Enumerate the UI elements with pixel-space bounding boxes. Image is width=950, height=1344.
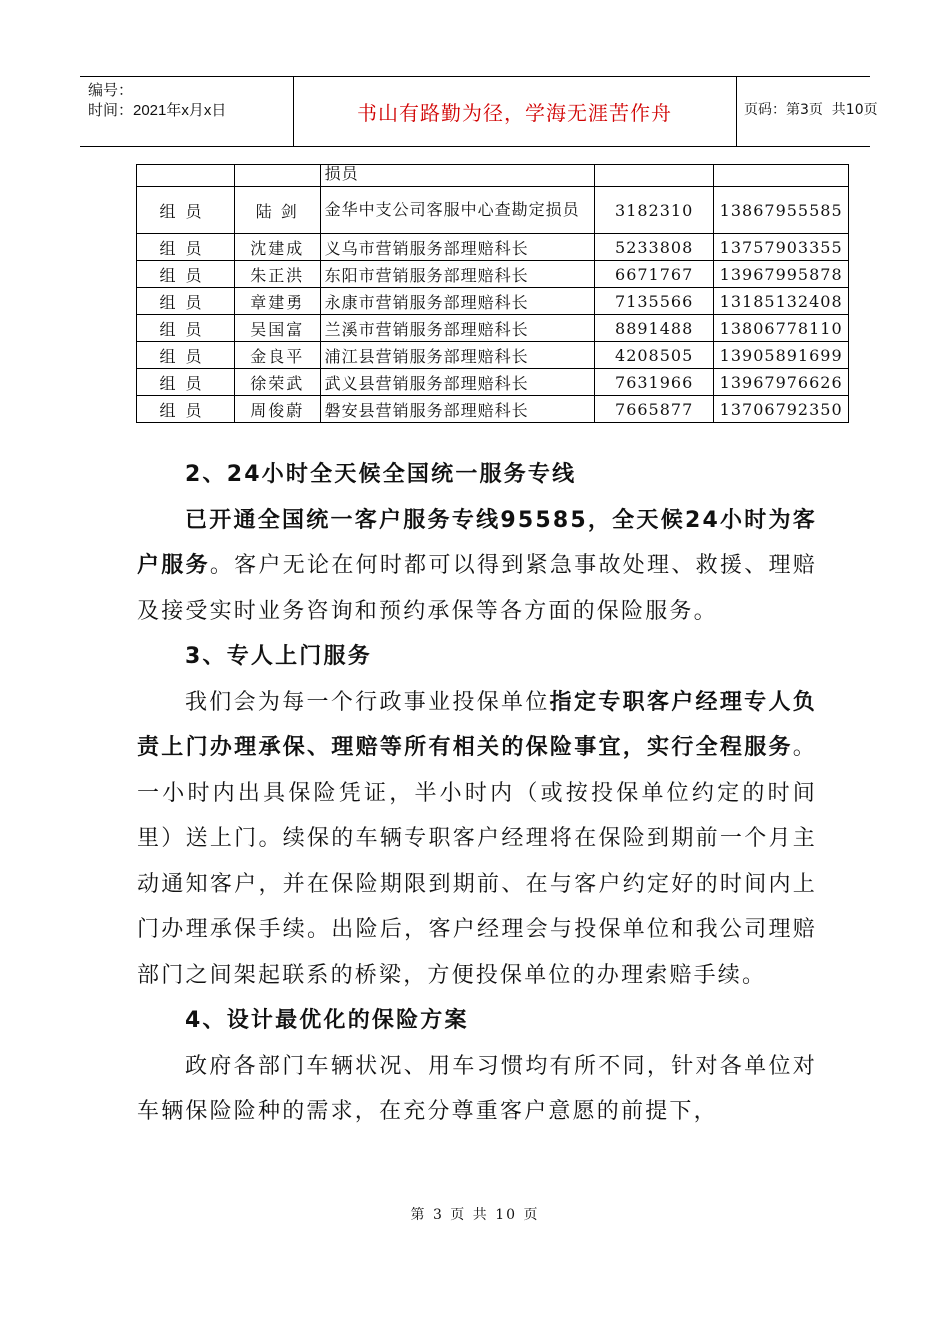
- cell-name: 朱正洪: [234, 261, 320, 288]
- cell-role: [137, 165, 235, 187]
- section-heading-door-service: 3、专人上门服务: [185, 644, 372, 669]
- document-body: [137, 452, 817, 1135]
- table-row: [137, 234, 849, 261]
- cell-position: 金华中支公司客服中心查勘定损员: [320, 187, 594, 234]
- cell-position: 武义县营销服务部理赔科长: [320, 369, 594, 396]
- table-row: [137, 342, 849, 369]
- cell-name: 金良平: [234, 342, 320, 369]
- cell-telephone: 3182310: [594, 187, 713, 234]
- cell-position: 浦江县营销服务部理赔科长: [320, 342, 594, 369]
- cell-mobile: 13706792350: [714, 396, 849, 423]
- cell-role: 组员: [137, 342, 235, 369]
- cell-name: [234, 165, 320, 187]
- table-row: [137, 369, 849, 396]
- cell-mobile: 13905891699: [714, 342, 849, 369]
- cell-role: 组员: [137, 261, 235, 288]
- paragraph-door-service-bold: 指定专职客户经理专人负责上门办理承保、理赔等所有相关的保险事宜，实行全程服务: [137, 689, 817, 760]
- cell-role: 组员: [137, 369, 235, 396]
- cell-name: 徐荣武: [234, 369, 320, 396]
- cell-telephone: 8891488: [594, 315, 713, 342]
- cell-name: 周俊蔚: [234, 396, 320, 423]
- cell-role: 组员: [137, 315, 235, 342]
- cell-position: 磐安县营销服务部理赔科长: [320, 396, 594, 423]
- cell-mobile: 13185132408: [714, 288, 849, 315]
- section-heading-hotline: 2、24小时全天候全国统一服务专线: [185, 462, 577, 487]
- table-row: [137, 187, 849, 234]
- cell-name: 吴国富: [234, 315, 320, 342]
- document-number-label: 编号：: [88, 82, 134, 99]
- cell-mobile: 13806778110: [714, 315, 849, 342]
- document-time-label: 时间：2021年x月x日: [88, 102, 227, 119]
- table-row: [137, 288, 849, 315]
- cell-mobile: 13867955585: [714, 187, 849, 234]
- cell-name: 沈建成: [234, 234, 320, 261]
- cell-telephone: 6671767: [594, 261, 713, 288]
- cell-mobile: 13967995878: [714, 261, 849, 288]
- paragraph-door-service: [137, 680, 817, 999]
- table-row: [137, 315, 849, 342]
- table-row: [137, 165, 849, 187]
- page-header: [80, 76, 878, 147]
- cell-telephone: 7135566: [594, 288, 713, 315]
- page-footer: 第 3 页 共 10 页: [410, 1207, 540, 1223]
- cell-role: 组员: [137, 396, 235, 423]
- table-row: [137, 396, 849, 423]
- cell-position: 东阳市营销服务部理赔科长: [320, 261, 594, 288]
- cell-mobile: [714, 165, 849, 187]
- paragraph-hotline-bold: 已开通全国统一客户服务专线95585，全天候24小时为客户服务: [137, 507, 817, 578]
- cell-role: 组员: [137, 234, 235, 261]
- cell-position: 损员: [320, 165, 594, 187]
- cell-role: 组员: [137, 288, 235, 315]
- header-motto: 书山有路勤为径，学海无涯苦作舟: [357, 101, 672, 125]
- header-divider: [736, 77, 737, 146]
- cell-telephone: 5233808: [594, 234, 713, 261]
- claims-contact-table: [136, 164, 849, 423]
- table-body: [137, 165, 849, 423]
- paragraph-hotline-text: 。客户无论在何时都可以得到紧急事故处理、救援、理赔及接受实时业务咨询和预约承保等各方面的保险服务。: [137, 553, 817, 624]
- header-meta: [88, 81, 293, 143]
- cell-mobile: 13967976626: [714, 369, 849, 396]
- paragraph-door-service-lead: 我们会为每一个行政事业投保单位: [185, 689, 550, 715]
- cell-position: 兰溪市营销服务部理赔科长: [320, 315, 594, 342]
- cell-role: 组员: [137, 187, 235, 234]
- cell-name: 陆 剑: [234, 187, 320, 234]
- cell-position: 义乌市营销服务部理赔科长: [320, 234, 594, 261]
- paragraph-insurance-plan: 政府各部门车辆状况、用车习惯均有所不同，针对各单位对车辆保险险种的需求，在充分尊重客户意愿的前提下，: [137, 1053, 817, 1124]
- section-heading-insurance-plan: 4、设计最优化的保险方案: [185, 1008, 469, 1033]
- paragraph-door-service-text: 。一小时内出具保险凭证，半小时内（或按投保单位约定的时间里）送上门。续保的车辆专职客户经理将在保险到期前一个月主动通知客户，并在保险期限到期前、在与客户约定好的时间内上门办理承保手续。出险后，客户经理会与投保单位和我公司理赔部门之间架起联系的桥梁，方便投保单位的办理索赔手续。: [137, 735, 817, 988]
- cell-telephone: 4208505: [594, 342, 713, 369]
- cell-name: 章建勇: [234, 288, 320, 315]
- paragraph-hotline: [137, 498, 817, 635]
- cell-telephone: 7665877: [594, 396, 713, 423]
- table-row: [137, 261, 849, 288]
- cell-position: 永康市营销服务部理赔科长: [320, 288, 594, 315]
- cell-telephone: [594, 165, 713, 187]
- header-page-label: 页码：第3页 共10页: [744, 102, 878, 118]
- header-page-info: [744, 99, 878, 119]
- cell-mobile: 13757903355: [714, 234, 849, 261]
- cell-telephone: 7631966: [594, 369, 713, 396]
